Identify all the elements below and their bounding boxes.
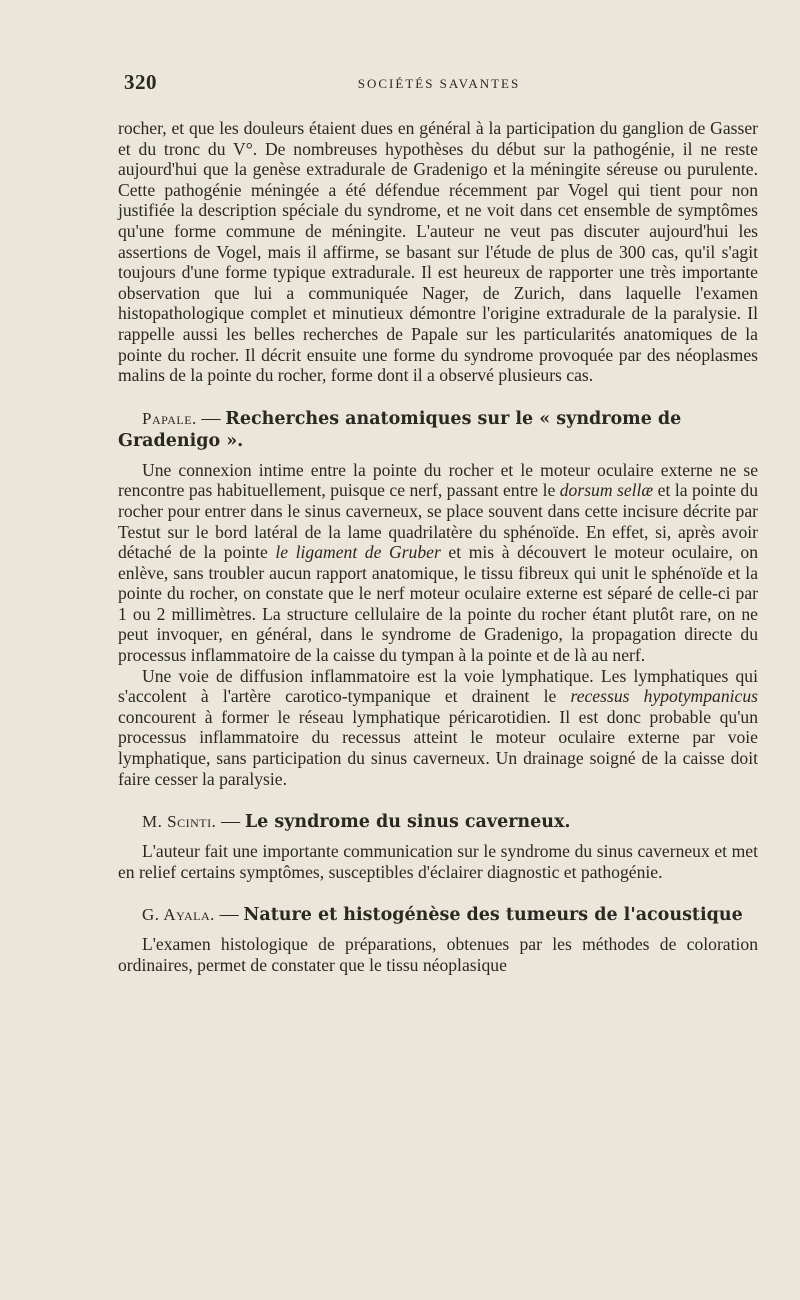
section-title: Recherches anatomiques sur le « syndrome de Gradenigo ». xyxy=(118,408,682,451)
paragraph-papale-1: Une connexion intime entre la pointe du rocher et le moteur oculaire externe ne se rencontre pas habituellement, puisque ce nerf, passant entre le dorsum sellæ et la pointe du rocher pour entrer dans le sinus caverneux, se place souvent dans cette incisure décrite par Testut sur le bord latéral de la lame quadrilatère du sphénoïde. En effet, si, après avoir détaché de la pointe le ligament de Gruber et mis à découvert le moteur oculaire, on enlève, sans troubler aucun rapport anatomique, le tissu fibreux qui unit le sphénoïde et la pointe du rocher, on constate que le nerf moteur oculaire externe est séparé de celle-ci par 1 ou 2 millimètres. La structure cellulaire de la pointe du rocher étant plutôt rare, on ne peut invoquer, en général, dans le syndrome de Gradenigo, la propagation directe du processus inflammatoire de la caisse du tympan à la pointe et de là au nerf. xyxy=(118,459,759,666)
section-author: M. Scinti. xyxy=(142,812,217,832)
running-head: SOCIÉTÉS SAVANTES xyxy=(357,76,521,91)
section-heading-ayala: G. Ayala. — Nature et histogénèse des tumeurs de l'acoustique xyxy=(142,904,743,926)
paragraph-papale-2: Une voie de diffusion inflammatoire est la voie lymphatique. Les lymphatiques qui s'accolent à l'artère carotico-tympanique et drainent le recessus hypotympanicus concourent à former le réseau lymphatique péricarotidien. Il est donc probable qu'un processus inflammatoire du recessus atteint le moteur oculaire externe par voie lymphatique, sans participation du sinus caverneux. Un drainage soigné de la caisse doit faire cesser la paralysie. xyxy=(118,665,758,789)
paragraph-ayala: L'examen histologique de préparations, obtenues par les méthodes de coloration ordinaires, permet de constater que le tissu néoplasique xyxy=(118,934,758,975)
page-header xyxy=(118,70,760,100)
section-heading-scinti: M. Scinti. — Le syndrome du sinus caverneux. xyxy=(142,811,571,833)
section-author: G. Ayala. xyxy=(142,905,215,925)
paragraph-scinti: L'auteur fait une importante communication sur le syndrome du sinus caverneux et met en relief certains symptômes, susceptibles d'éclairer diagnostic et pathogénie. xyxy=(118,841,758,882)
latin-term: le ligament de Gruber xyxy=(275,542,441,563)
page-number: 320 xyxy=(124,70,157,94)
document-body xyxy=(118,118,758,976)
section-author: Papale. xyxy=(142,408,197,428)
paragraph-continuation: rocher, et que les douleurs étaient dues en général à la participation du ganglion de Gasser et du tronc du V°. De nombreuses hypothèses du début sur la pathogénie, il ne reste aujourd'hui que la genèse extradurale de Gradenigo et la méningite séreuse ou purulente. Cette pathogénie méningée a été défendue récemment par Vogel qui tient pour non justifiée la description spéciale du syndrome, et ne voit dans cet ensemble de symptômes qu'une forme commune de méningite. L'auteur ne veut pas discuter aujourd'hui les assertions de Vogel, mais il affirme, se basant sur l'étude de plus de 300 cas, qu'il s'agit toujours d'une forme typique extradurale. Il est heureux de rapporter une très importante observation que lui a communiquée Nager, de Zurich, dans laquelle l'examen histopathologique complet et minutieux démontre l'origine extradurale de la paralysie. Il rappelle aussi les belles recherches de Papale sur les particularités anatomiques de la pointe du rocher. Il décrit ensuite une forme du syndrome provoquée par des néoplasmes malins de la pointe du rocher, forme dont il a observé plusieurs cas. xyxy=(118,118,758,386)
section-title: Le syndrome du sinus caverneux. xyxy=(244,812,571,833)
section-title: Nature et histogénèse des tumeurs de l'acoustique xyxy=(243,905,743,926)
latin-term: dorsum sellæ xyxy=(559,480,654,501)
latin-term: recessus hypotympanicus xyxy=(570,686,758,707)
section-heading-papale: Papale. — Recherches anatomiques sur le « syndrome de Gradenigo ». xyxy=(118,407,682,451)
